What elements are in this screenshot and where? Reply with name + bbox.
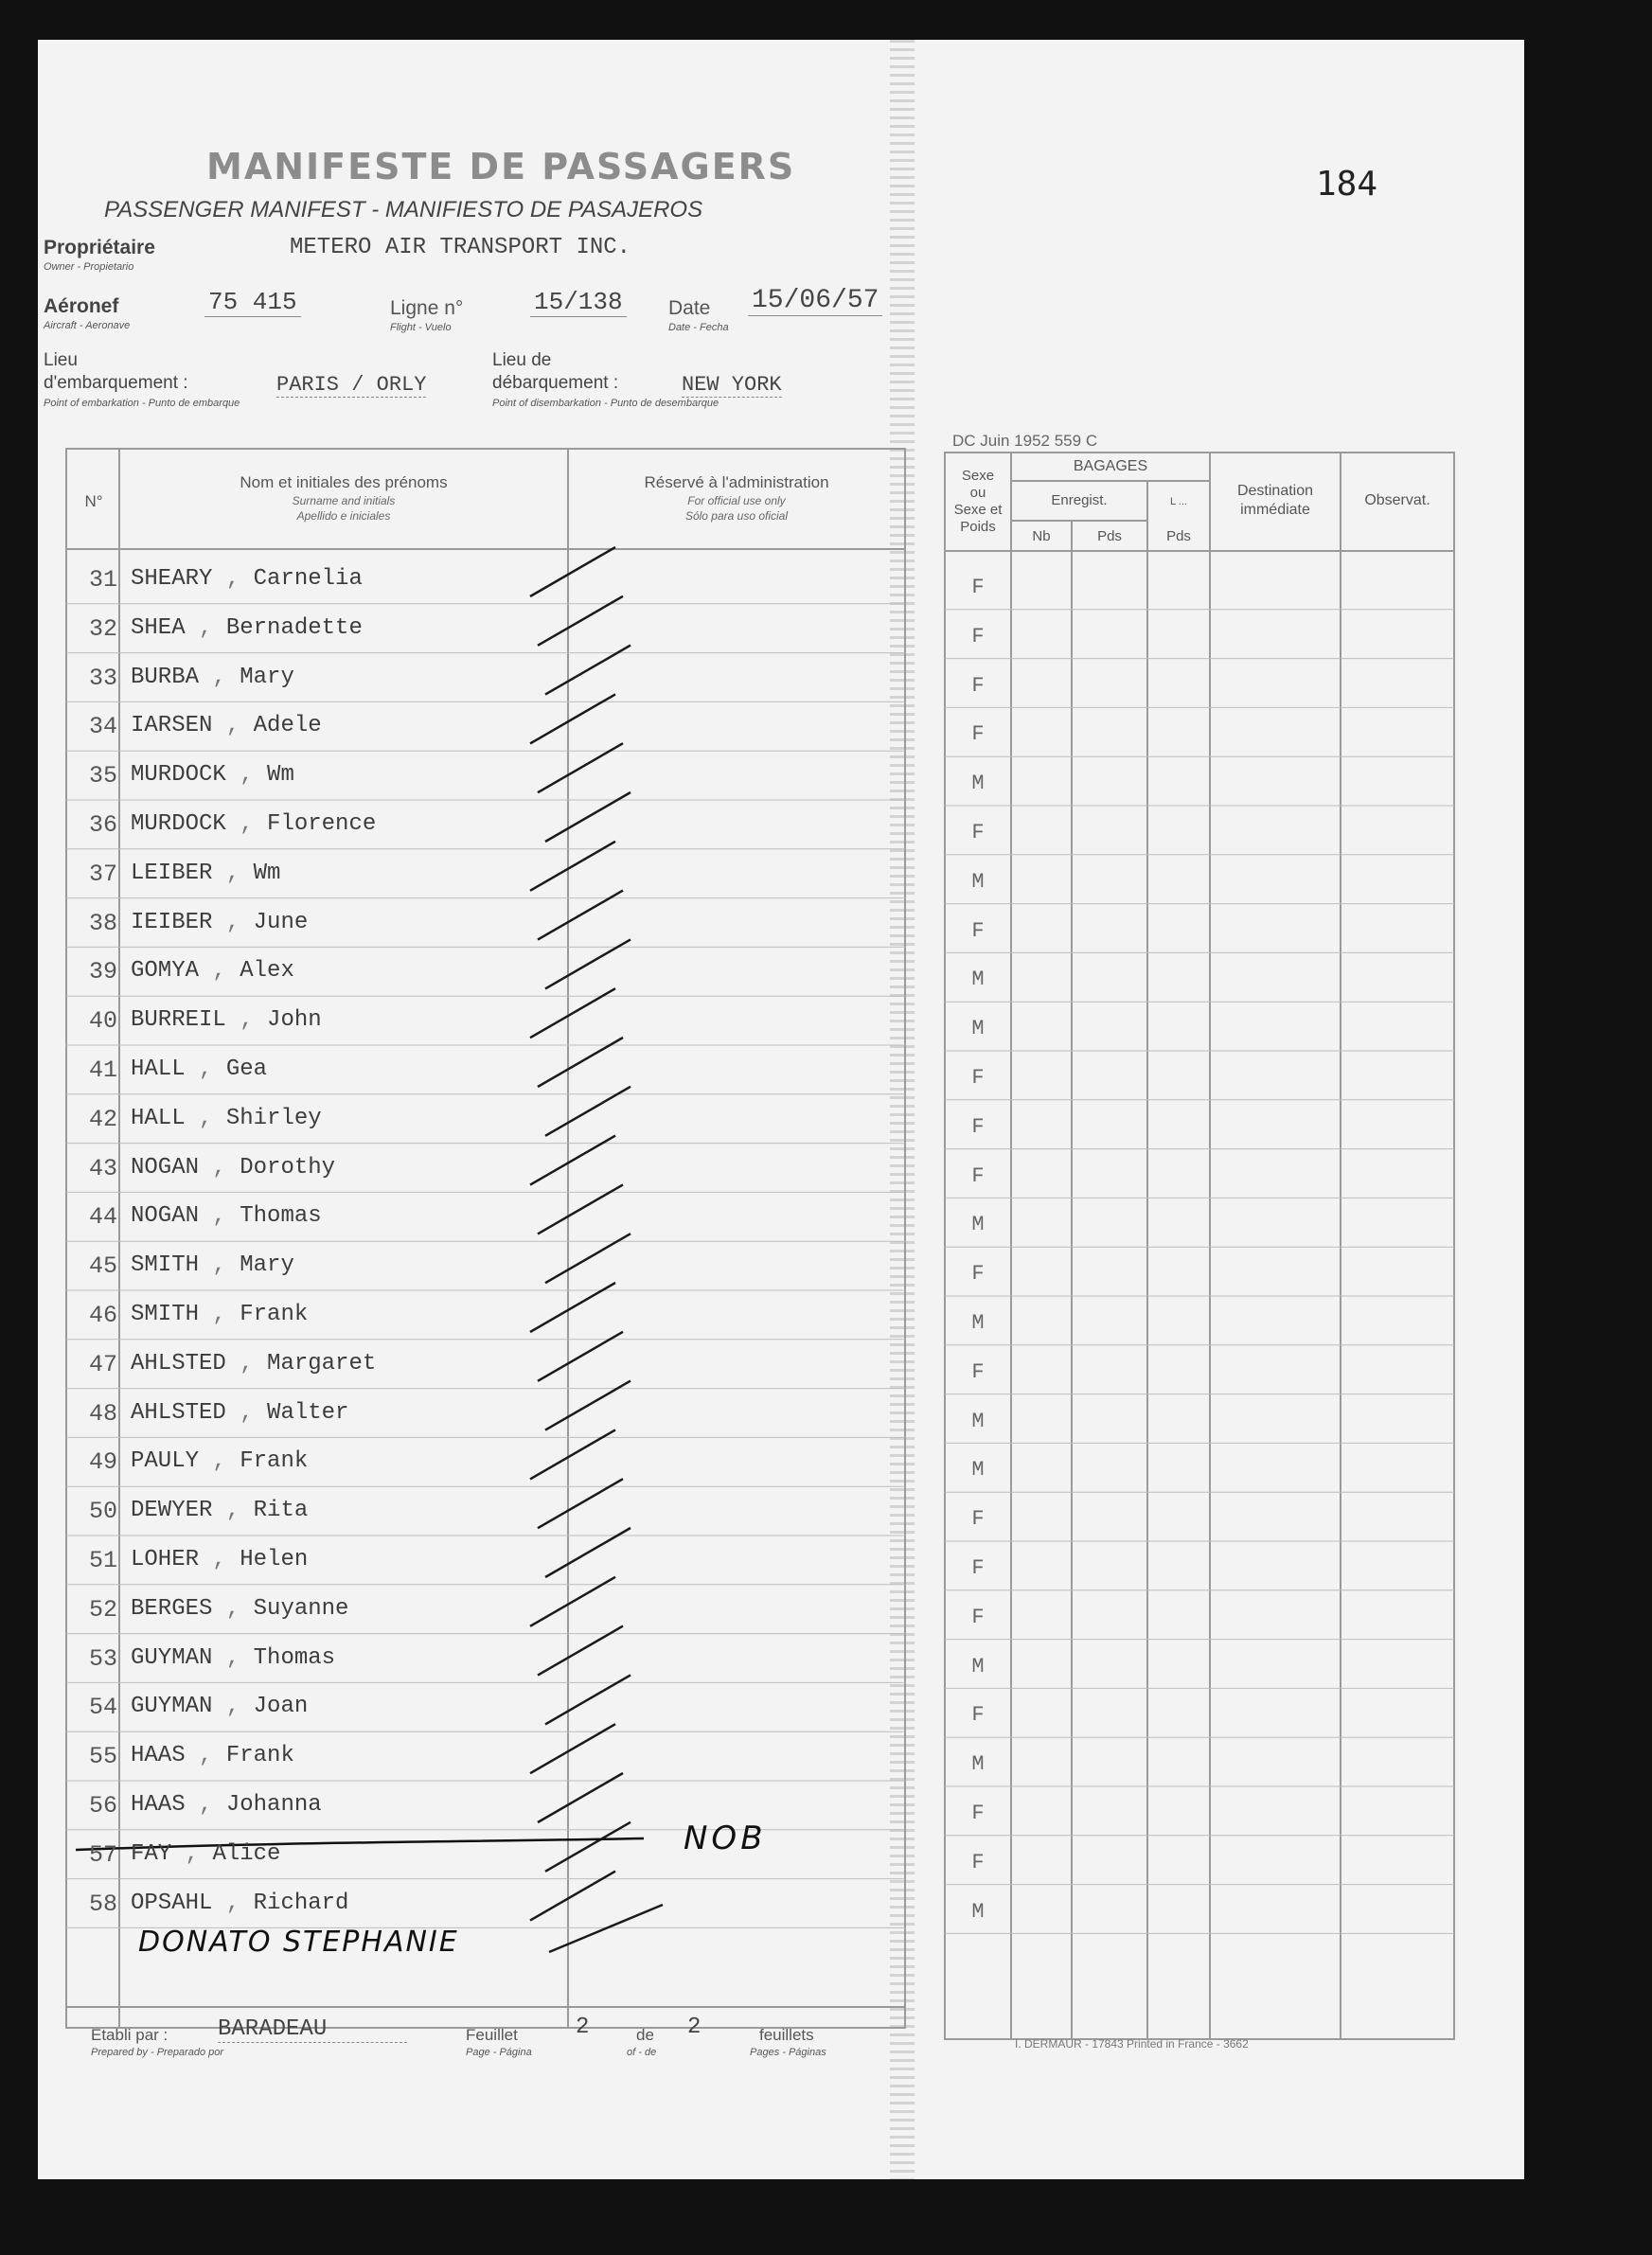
row-number: 31 — [88, 566, 117, 594]
passenger-sex: M — [971, 968, 985, 992]
col-sex-3: Sexe et — [953, 502, 1003, 518]
row-number: 54 — [88, 1694, 117, 1722]
comma-separator: , — [185, 1792, 226, 1818]
passenger-name — [131, 566, 363, 592]
aircraft-label: Aéronef — [44, 295, 119, 317]
sheet-label: Feuillet — [466, 2026, 518, 2044]
sheets-label: feuillets — [759, 2026, 814, 2044]
row-number: 32 — [88, 614, 117, 643]
prepared-sublabel: Prepared by - Preparado por — [91, 2047, 224, 2058]
comma-separator: , — [225, 1007, 268, 1034]
passenger-given-name: Rita — [253, 1498, 309, 1524]
passenger-sex: F — [971, 1359, 985, 1384]
passenger-name — [131, 1007, 322, 1033]
admin-check-mark — [549, 1905, 663, 1952]
passenger-given-name: Thomas — [240, 1203, 322, 1230]
passenger-name — [131, 665, 294, 690]
passenger-sex: M — [971, 1017, 985, 1041]
embarkation-label-1: Lieu — [44, 350, 78, 370]
passenger-sex: F — [971, 1802, 985, 1825]
passenger-name — [131, 1155, 335, 1181]
col-destination-header-2: immédiate — [1240, 502, 1310, 518]
comma-separator: , — [225, 811, 268, 837]
passenger-sex: F — [971, 576, 985, 599]
passenger-given-name: Wm — [253, 860, 281, 886]
of-sublabel: of - de — [627, 2047, 657, 2058]
passenger-surname: HAAS — [131, 1743, 186, 1769]
passenger-surname: LEIBER — [131, 860, 213, 886]
comma-separator: , — [185, 1105, 226, 1131]
col-sex-1: Sexe — [961, 468, 995, 484]
row-number: 55 — [88, 1743, 117, 1771]
row-number: 52 — [88, 1595, 117, 1624]
col-admin-header: Réservé à l'administration — [644, 473, 829, 491]
manifest-sheet — [38, 40, 1524, 2179]
passenger-name — [131, 1400, 348, 1426]
row-number: 46 — [88, 1302, 117, 1329]
col-observations-header: Observat. — [1364, 492, 1430, 508]
row-number: 51 — [88, 1547, 117, 1574]
sheet-sublabel: Page - Página — [466, 2047, 532, 2058]
passenger-sex: M — [971, 1752, 985, 1777]
comma-separator: , — [225, 1399, 268, 1426]
passenger-surname: HAAS — [131, 1792, 186, 1818]
passenger-sex: M — [971, 869, 985, 894]
row-number: 49 — [88, 1448, 117, 1477]
passenger-name — [131, 1203, 322, 1229]
aircraft-sublabel: Aircraft - Aeronave — [44, 320, 131, 331]
passenger-given-name: Frank — [240, 1448, 309, 1475]
passenger-surname: GOMYA — [131, 958, 200, 985]
row-number: 38 — [88, 909, 117, 937]
col-registered-header: Enregist. — [1051, 492, 1108, 508]
passenger-name — [131, 1498, 308, 1523]
row-number: 40 — [88, 1007, 117, 1036]
row-number: 33 — [88, 664, 117, 692]
comma-separator: , — [212, 713, 254, 739]
flight-sublabel: Flight - Vuelo — [390, 322, 452, 333]
passenger-given-name: Joan — [253, 1694, 309, 1720]
passenger-surname: NOGAN — [131, 1154, 200, 1181]
comma-separator: , — [185, 1056, 226, 1082]
passenger-name — [131, 1743, 294, 1768]
passenger-given-name: Shirley — [225, 1105, 322, 1131]
col-destination-header-1: Destination — [1236, 483, 1314, 499]
passenger-sex: F — [971, 1850, 985, 1874]
passenger-given-name: Frank — [225, 1743, 294, 1769]
row-number: 50 — [88, 1498, 117, 1526]
passenger-surname: SMITH — [131, 1252, 200, 1279]
passenger-surname: NOGAN — [131, 1203, 200, 1230]
embarkation-value: PARIS / ORLY — [276, 373, 427, 397]
passenger-sex: F — [971, 1163, 985, 1188]
embarkation-label-2: d'embarquement : — [44, 373, 188, 393]
handwritten-extra-name: DONATO STEPHANIE — [138, 1926, 459, 1959]
col-nb-header: Nb — [1032, 528, 1051, 544]
passenger-name — [131, 958, 294, 984]
embarkation-sublabel: Point of embarkation - Punto de embarque — [44, 398, 240, 409]
col-free-header: L ... — [1170, 496, 1187, 507]
prepared-value: BARADEAU — [218, 2016, 407, 2043]
col-pds-header: Pds — [1097, 528, 1122, 544]
row-number: 48 — [88, 1399, 117, 1428]
of-label: de — [636, 2026, 654, 2044]
row-number: 56 — [88, 1792, 117, 1820]
passenger-given-name: Wm — [267, 762, 294, 789]
passenger-sex: M — [971, 1654, 985, 1678]
passenger-given-name: Thomas — [253, 1644, 336, 1671]
passenger-name — [131, 811, 376, 837]
passenger-given-name: Bernadette — [225, 614, 363, 641]
passenger-given-name: Mary — [240, 1252, 294, 1279]
passenger-given-name: Walter — [267, 1399, 349, 1426]
disembarkation-value: NEW YORK — [682, 373, 782, 397]
row-number: 34 — [88, 713, 117, 741]
flight-value: 15/138 — [530, 288, 627, 317]
comma-separator: , — [212, 1694, 254, 1720]
passenger-sex: F — [971, 918, 985, 943]
passenger-given-name: John — [267, 1007, 322, 1034]
passenger-name — [131, 1351, 376, 1376]
passenger-surname: FAY — [131, 1840, 172, 1867]
comma-separator: , — [225, 762, 268, 789]
passenger-given-name: Richard — [253, 1890, 349, 1916]
comma-separator: , — [199, 1154, 240, 1181]
page-number: 184 — [1316, 165, 1378, 204]
owner-value: METERO AIR TRANSPORT INC. — [290, 235, 631, 260]
printer-imprint: I. DERMAUR - 17843 Printed in France - 3662 — [1015, 2037, 1249, 2051]
comma-separator: , — [171, 1840, 213, 1867]
passenger-surname: OPSAHL — [131, 1890, 213, 1916]
row-number: 39 — [88, 958, 117, 986]
passenger-name — [131, 1056, 267, 1082]
passenger-surname: IEIBER — [131, 909, 213, 935]
passenger-given-name: Carnelia — [253, 566, 363, 592]
row-number: 44 — [88, 1203, 117, 1232]
comma-separator: , — [212, 860, 254, 886]
row-number: 45 — [88, 1252, 117, 1281]
passenger-surname: GUYMAN — [131, 1694, 213, 1720]
manifest-title: MANIFESTE DE PASSAGERS — [206, 146, 796, 187]
row-number: 53 — [88, 1644, 117, 1673]
passenger-given-name: Helen — [240, 1547, 309, 1572]
date-label: Date — [668, 297, 711, 319]
comma-separator: , — [185, 614, 226, 641]
passenger-name — [131, 1645, 335, 1671]
passenger-given-name: Margaret — [267, 1350, 377, 1376]
comma-separator: , — [199, 1448, 240, 1475]
col-sex-4: Poids — [960, 519, 996, 535]
row-number: 58 — [88, 1890, 117, 1918]
passenger-given-name: Alex — [240, 958, 294, 985]
passenger-sex: F — [971, 1507, 985, 1532]
passenger-sex: F — [971, 821, 985, 844]
passenger-surname: LOHER — [131, 1547, 200, 1572]
passenger-sex: M — [971, 772, 985, 796]
passenger-name — [131, 1106, 322, 1131]
form-code: DC Juin 1952 559 C — [952, 432, 1098, 450]
comma-separator: , — [225, 1350, 268, 1376]
passenger-given-name: Alice — [212, 1840, 281, 1867]
passenger-name — [131, 861, 280, 886]
comma-separator: , — [199, 958, 240, 985]
passenger-given-name: Dorothy — [240, 1154, 336, 1181]
comma-separator: , — [212, 1595, 254, 1622]
passenger-name — [131, 1448, 308, 1474]
passenger-surname: MURDOCK — [131, 762, 226, 789]
passenger-surname: SHEA — [131, 614, 186, 641]
passenger-surname: DEWYER — [131, 1498, 213, 1524]
passenger-sex: F — [971, 1556, 985, 1580]
passenger-name — [131, 1547, 308, 1572]
col-name-header-es: Apellido e iniciales — [296, 509, 391, 523]
passenger-sex: M — [971, 1458, 985, 1483]
passenger-name — [131, 1792, 322, 1818]
passenger-surname: BURBA — [131, 664, 200, 690]
passenger-surname: AHLSTED — [131, 1350, 226, 1376]
row-number: 37 — [88, 860, 117, 888]
passenger-given-name: Frank — [240, 1302, 309, 1327]
row-number: 42 — [88, 1105, 117, 1133]
passenger-name — [131, 1841, 280, 1867]
passenger-surname: HALL — [131, 1105, 186, 1131]
passenger-given-name: Adele — [253, 713, 322, 739]
passenger-sex: M — [971, 1213, 985, 1237]
passenger-sex: F — [971, 1066, 985, 1090]
passenger-surname: PAULY — [131, 1448, 200, 1475]
row-number: 35 — [88, 762, 117, 790]
handwritten-nob: NOB — [684, 1820, 767, 1857]
passenger-surname: GUYMAN — [131, 1644, 213, 1671]
disembarkation-sublabel: Point of disembarkation - Punto de desembarque — [492, 398, 719, 409]
passenger-sex: F — [971, 1114, 985, 1139]
passenger-name — [131, 910, 308, 935]
disembarkation-label-2: débarquement : — [492, 373, 619, 393]
passenger-name — [131, 1891, 348, 1916]
comma-separator: , — [199, 1252, 240, 1279]
passenger-surname: IARSEN — [131, 713, 213, 739]
owner-sublabel: Owner - Propietario — [44, 261, 134, 273]
manifest-subtitle: PASSENGER MANIFEST - MANIFIESTO DE PASAJEROS — [104, 197, 703, 222]
col-name-header: Nom et initiales des prénoms — [240, 473, 448, 491]
passenger-name — [131, 762, 294, 788]
col-admin-header-es: Sólo para uso oficial — [684, 509, 789, 523]
comma-separator: , — [212, 1644, 254, 1671]
owner-label: Propriétaire — [44, 237, 155, 258]
passenger-name — [131, 1302, 308, 1327]
date-sublabel: Date - Fecha — [668, 322, 729, 333]
aircraft-value: 75 415 — [204, 288, 301, 317]
col-name-header-en: Surname and initials — [292, 494, 396, 507]
col-no-header: N° — [84, 492, 103, 510]
passenger-name — [131, 1694, 308, 1719]
prepared-label: Etabli par : — [91, 2026, 169, 2044]
comma-separator: , — [199, 1547, 240, 1572]
passenger-sex: F — [971, 1262, 985, 1287]
passenger-name — [131, 1252, 294, 1278]
passenger-name — [131, 1596, 348, 1622]
passenger-given-name: Florence — [267, 811, 377, 837]
passenger-given-name: Gea — [225, 1056, 268, 1082]
date-value: 15/06/57 — [748, 286, 882, 316]
passenger-sex: F — [971, 1703, 985, 1728]
comma-separator: , — [185, 1743, 226, 1769]
row-number: 57 — [88, 1840, 117, 1869]
sheet-value: 2 — [576, 2015, 590, 2040]
col-free-pds-header: Pds — [1166, 528, 1191, 544]
col-admin-header-en: For official use only — [687, 494, 786, 507]
sheets-sublabel: Pages - Páginas — [750, 2047, 826, 2058]
row-number: 43 — [88, 1154, 117, 1182]
passenger-surname: MURDOCK — [131, 811, 226, 837]
passenger-given-name: June — [253, 909, 309, 935]
passenger-sex: F — [971, 1605, 985, 1629]
passenger-surname: AHLSTED — [131, 1399, 226, 1426]
row-number: 36 — [88, 811, 117, 839]
row-number: 41 — [88, 1056, 117, 1084]
passenger-surname: SMITH — [131, 1302, 200, 1327]
passenger-given-name: Mary — [240, 664, 294, 690]
admin-check-mark — [530, 547, 615, 596]
col-baggage-header: BAGAGES — [1073, 458, 1148, 474]
passenger-sex: F — [971, 673, 985, 698]
passenger-name — [131, 713, 322, 738]
passenger-surname: BURREIL — [131, 1007, 226, 1034]
row-number: 47 — [88, 1350, 117, 1378]
comma-separator: , — [199, 664, 240, 690]
comma-separator: , — [212, 909, 254, 935]
passenger-sex: M — [971, 1311, 985, 1335]
comma-separator: , — [199, 1302, 240, 1327]
passenger-surname: HALL — [131, 1056, 186, 1082]
comma-separator: , — [212, 1498, 254, 1524]
passenger-sex: M — [971, 1899, 985, 1924]
comma-separator: , — [199, 1203, 240, 1230]
of-value: 2 — [687, 2015, 702, 2040]
disembarkation-label-1: Lieu de — [492, 350, 552, 370]
passenger-given-name: Suyanne — [253, 1595, 349, 1622]
passenger-sex: F — [971, 624, 985, 648]
passenger-given-name: Johanna — [225, 1792, 322, 1818]
passenger-sex: M — [971, 1409, 985, 1433]
passenger-surname: BERGES — [131, 1595, 213, 1622]
passenger-sex: F — [971, 722, 985, 747]
col-sex-2: ou — [969, 485, 986, 501]
comma-separator: , — [212, 1890, 254, 1916]
comma-separator: , — [212, 566, 254, 592]
passenger-name — [131, 615, 363, 641]
flight-label: Ligne n° — [390, 297, 464, 319]
passenger-surname: SHEARY — [131, 566, 213, 592]
